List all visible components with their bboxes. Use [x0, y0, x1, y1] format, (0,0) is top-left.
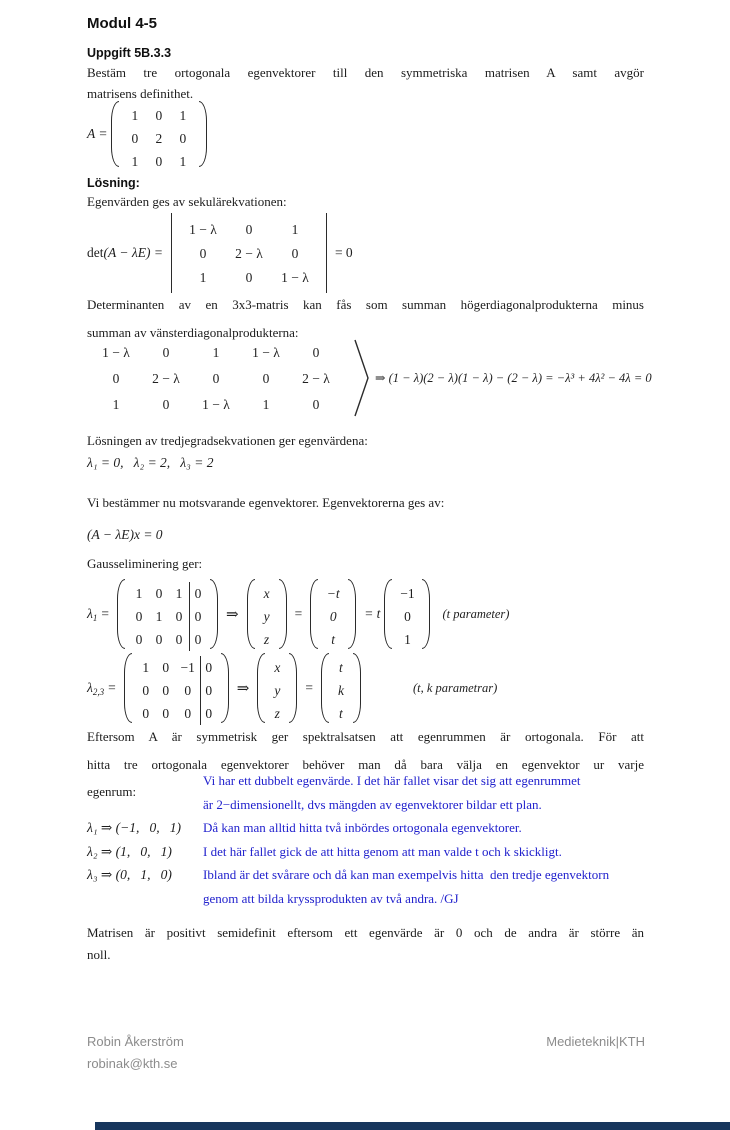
matrix-cell: 0	[162, 396, 170, 412]
matrix-cell: 0	[199, 245, 207, 261]
vector-cell: t	[339, 660, 343, 675]
matrix-row	[180, 266, 318, 289]
lambda-subscript: 2,3	[92, 687, 105, 697]
vector-cell: 1	[404, 632, 411, 647]
matrix-row	[91, 341, 341, 364]
matrix-row	[129, 605, 206, 628]
matrix-cell: 0	[155, 154, 163, 169]
matrix-cell: 1	[131, 108, 139, 123]
annotation-line: genom att bilda kryssprodukten av två andra. /GJ	[203, 890, 459, 906]
annotation-line: Ibland är det svårare och då kan man exempelvis hitta den tredje egenvektorn	[203, 867, 610, 883]
matrix-cell: 1	[262, 396, 270, 412]
matrix-a-equation	[87, 100, 207, 168]
right-paren	[221, 653, 229, 723]
matrix-cell: 1 − λ	[202, 396, 230, 412]
annotation-line: Då kan man alltid hitta två inbördes ortogonala egenvektorer.	[203, 820, 522, 836]
eigenvalues-line: λ₁ = 0, λ₂ = 2, λ₃ = 2	[87, 455, 214, 470]
vector-cell: z	[263, 632, 270, 647]
matrix-cell: 0	[312, 344, 320, 360]
matrix-cell: 1 − λ	[281, 269, 309, 285]
matrix-row	[136, 656, 217, 679]
angle-bracket-icon	[353, 338, 371, 418]
matrix-row	[136, 702, 217, 725]
matrix-cell: 0	[162, 660, 170, 675]
equals-sign: =	[101, 606, 109, 621]
augmented-matrix	[124, 653, 229, 723]
equals-sign: =	[99, 126, 107, 141]
right-paren	[353, 653, 361, 723]
equals-sign: =	[108, 680, 116, 695]
vector-cell: y	[263, 609, 270, 624]
right-paren	[279, 579, 287, 649]
augmented-cell: 0	[200, 702, 217, 725]
det-function: det	[87, 245, 104, 260]
spectral-line: egenrum:	[87, 784, 137, 799]
augmented-cell: 0	[189, 605, 206, 628]
matrix-row	[129, 628, 206, 651]
xyz-vector	[247, 579, 287, 649]
spectral-line: hitta tre ortogonala egenvektorer behöver man då bara välja en egenvektor ur varje	[87, 756, 644, 772]
augmented-matrix	[117, 579, 218, 649]
characteristic-polynomial: ⇒ (1 − λ)(2 − λ)(1 − λ) − (2 − λ) = −λ³ + 4λ² − 4λ = 0	[375, 371, 652, 385]
eigenvector-line: λ₁ ⇒ (−1, 0, 1)	[87, 820, 181, 835]
matrix-cell: 1	[112, 396, 120, 412]
matrix-a-symbol: A	[87, 126, 96, 141]
vector-cell: 0	[404, 609, 411, 624]
augmented-cell: 0	[200, 679, 217, 702]
definiteness-line: Matrisen är positivt semidefinit eftersom ett egenvärde är 0 och de andra är större än	[87, 925, 644, 940]
matrix-cell: 0	[184, 683, 192, 698]
next-page-edge	[95, 1122, 730, 1130]
left-paren	[384, 579, 392, 649]
right-paren	[348, 579, 356, 649]
matrix-cell: 1	[135, 586, 143, 601]
spectral-line: Eftersom A är symmetrisk ger spektralsatsen att egenrummen är ortogonala. För att	[87, 729, 644, 744]
left-paren	[247, 579, 255, 649]
vector-cell: k	[337, 683, 344, 698]
matrix-cell: 2 − λ	[235, 245, 263, 261]
eigenvector-intro: Vi bestämmer nu motsvarande egenvektorer. Egenvektorerna ges av:	[87, 495, 445, 510]
matrix-cell: 0	[245, 269, 253, 285]
annotation-line: Vi har ett dubbelt egenvärde. I det här fallet visar det sig att egenrummet	[203, 773, 581, 788]
lambda-symbol: λ	[87, 606, 93, 621]
vector-cell: −t	[326, 586, 340, 601]
det-argument: (A − λE) =	[103, 245, 163, 260]
scalar-factor: = t	[364, 606, 381, 621]
basis-vector	[384, 579, 430, 649]
lambda23-label	[87, 680, 104, 696]
left-paren	[117, 579, 125, 649]
vector-cell: 0	[329, 609, 337, 624]
annotation-line: är 2−dimensionellt, dvs mängden av egenvektorer bildar ett plan.	[203, 796, 542, 812]
matrix-cell: 2 − λ	[302, 370, 330, 386]
footer-department: Medieteknik|KTH	[546, 1034, 645, 1049]
vector-cell: z	[274, 706, 280, 721]
matrix-cell: 0	[162, 706, 170, 721]
matrix-row	[123, 127, 195, 150]
matrix-cell: 0	[135, 632, 143, 647]
matrix-cell: −1	[180, 660, 195, 675]
definiteness-line: noll.	[87, 946, 111, 962]
matrix-row	[180, 242, 318, 265]
equals-sign: =	[305, 680, 313, 695]
matrix-cell: 1 − λ	[252, 344, 280, 360]
matrix-cell: 1 − λ	[189, 221, 217, 237]
solution-heading: Lösning:	[87, 176, 140, 190]
gauss-lambda23-equation	[87, 651, 497, 725]
matrix-cell: 0	[212, 370, 220, 386]
right-paren	[422, 579, 430, 649]
vector-cell: x	[274, 660, 281, 675]
matrix-cell: 0	[179, 131, 187, 146]
parameter-note: (t parameter)	[442, 606, 510, 621]
matrix-cell: 1	[179, 108, 187, 123]
vector-cell: −1	[400, 586, 415, 601]
matrix-cell: 0	[175, 632, 183, 647]
matrix-cell: 0	[112, 370, 120, 386]
page-title: Modul 4-5	[87, 15, 157, 32]
matrix-cell: 1	[142, 660, 150, 675]
problem-statement	[87, 62, 644, 104]
problem-line: matrisens definithet.	[87, 86, 194, 101]
matrix-cell: 0	[142, 706, 150, 721]
eigenvector-list	[87, 816, 181, 887]
matrix-cell: 1	[131, 154, 139, 169]
left-paren	[321, 653, 329, 723]
right-paren	[210, 579, 218, 649]
matrix-row	[91, 393, 341, 416]
matrix-cell: 0	[155, 632, 163, 647]
matrix-row	[129, 582, 206, 605]
right-paren	[199, 101, 207, 167]
matrix-cell: 0	[245, 221, 253, 237]
annotation-line: I det här fallet gick de att hitta genom att man valde t och k skickligt.	[203, 843, 562, 859]
matrix-cell: 0	[184, 706, 192, 721]
vector-cell: y	[274, 683, 281, 698]
matrix-cell: 0	[312, 396, 320, 412]
lambda-subscript: 1	[92, 613, 98, 623]
problem-line: Bestäm tre ortogonala egenvektorer till den symmetriska matrisen A samt avgör	[87, 65, 644, 80]
lambda1-label	[87, 606, 97, 622]
footer-author: Robin Åkerström	[87, 1034, 184, 1049]
matrix-cell: 0	[142, 683, 150, 698]
matrix-cell: 0	[162, 344, 170, 360]
extended-matrix	[87, 336, 345, 420]
right-paren	[289, 653, 297, 723]
left-paren	[310, 579, 318, 649]
matrix-cell: 1	[155, 609, 163, 624]
matrix-row	[123, 150, 195, 173]
matrix-cell: 1	[199, 269, 207, 285]
matrix-cell: 0	[131, 131, 139, 146]
vector-cell: t	[331, 632, 336, 647]
matrix-row	[136, 679, 217, 702]
left-paren	[257, 653, 265, 723]
lambda-symbol: λ	[87, 680, 93, 695]
matrix-row	[123, 104, 195, 127]
rule-line: summan av vänsterdiagonalprodukterna:	[87, 325, 299, 340]
vector-cell: t	[339, 706, 343, 721]
implies-arrow: ⇒	[236, 680, 250, 697]
gauss-intro: Gausseliminering ger:	[87, 556, 203, 571]
matrix-cell: 0	[162, 683, 170, 698]
matrix-cell: 1 − λ	[102, 344, 130, 360]
eigenvector-line: λ₃ ⇒ (0, 1, 0)	[87, 867, 172, 883]
matrix-cell: 1	[212, 344, 220, 360]
parameter-note: (t, k parametrar)	[412, 680, 498, 695]
sarrus-expansion	[87, 337, 652, 419]
matrix-cell: 0	[291, 245, 299, 261]
matrix-a	[111, 101, 207, 167]
definiteness-paragraph	[87, 922, 644, 965]
vector-cell: x	[263, 586, 270, 601]
secular-equation	[87, 214, 353, 292]
augmented-cell: 0	[200, 656, 217, 679]
augmented-cell: 0	[189, 628, 206, 651]
matrix-cell: 0	[135, 609, 143, 624]
cubic-solution-text: Lösningen av tredjegradsekvationen ger egenvärdena:	[87, 433, 368, 448]
equals-zero: = 0	[334, 245, 353, 260]
xyz-vector	[257, 653, 297, 723]
matrix-cell: 0	[155, 586, 163, 601]
parametric-vector	[321, 653, 361, 723]
augmented-cell: 0	[189, 582, 206, 605]
matrix-cell: 1	[291, 221, 299, 237]
equals-sign: =	[294, 606, 303, 621]
left-paren	[111, 101, 119, 167]
matrix-cell: 0	[175, 609, 183, 624]
left-paren	[124, 653, 132, 723]
eigenvector-equation: (A − λE)x = 0	[87, 527, 163, 542]
task-heading: Uppgift 5B.3.3	[87, 46, 172, 60]
matrix-cell: 2	[155, 131, 163, 146]
rule-line: Determinanten av en 3x3-matris kan fås som summan högerdiagonalprodukterna minus	[87, 297, 644, 312]
matrix-cell: 1	[175, 586, 183, 601]
matrix-cell: 2 − λ	[152, 370, 180, 386]
parametric-vector	[310, 579, 356, 649]
determinant-matrix	[171, 213, 327, 293]
matrix-row	[91, 367, 341, 390]
teacher-annotation	[203, 769, 609, 911]
eigenvector-line: λ₂ ⇒ (1, 0, 1)	[87, 843, 172, 859]
footer-email: robinak@kth.se	[87, 1056, 178, 1071]
matrix-cell: 0	[155, 108, 163, 123]
matrix-cell: 1	[179, 154, 187, 169]
secular-intro: Egenvärden ges av sekulärekvationen:	[87, 194, 287, 209]
gauss-lambda1-equation	[87, 577, 509, 651]
matrix-row	[180, 218, 318, 241]
matrix-cell: 0	[262, 370, 270, 386]
implies-arrow: ⇒	[225, 606, 239, 623]
footer-author-block	[87, 1031, 184, 1075]
